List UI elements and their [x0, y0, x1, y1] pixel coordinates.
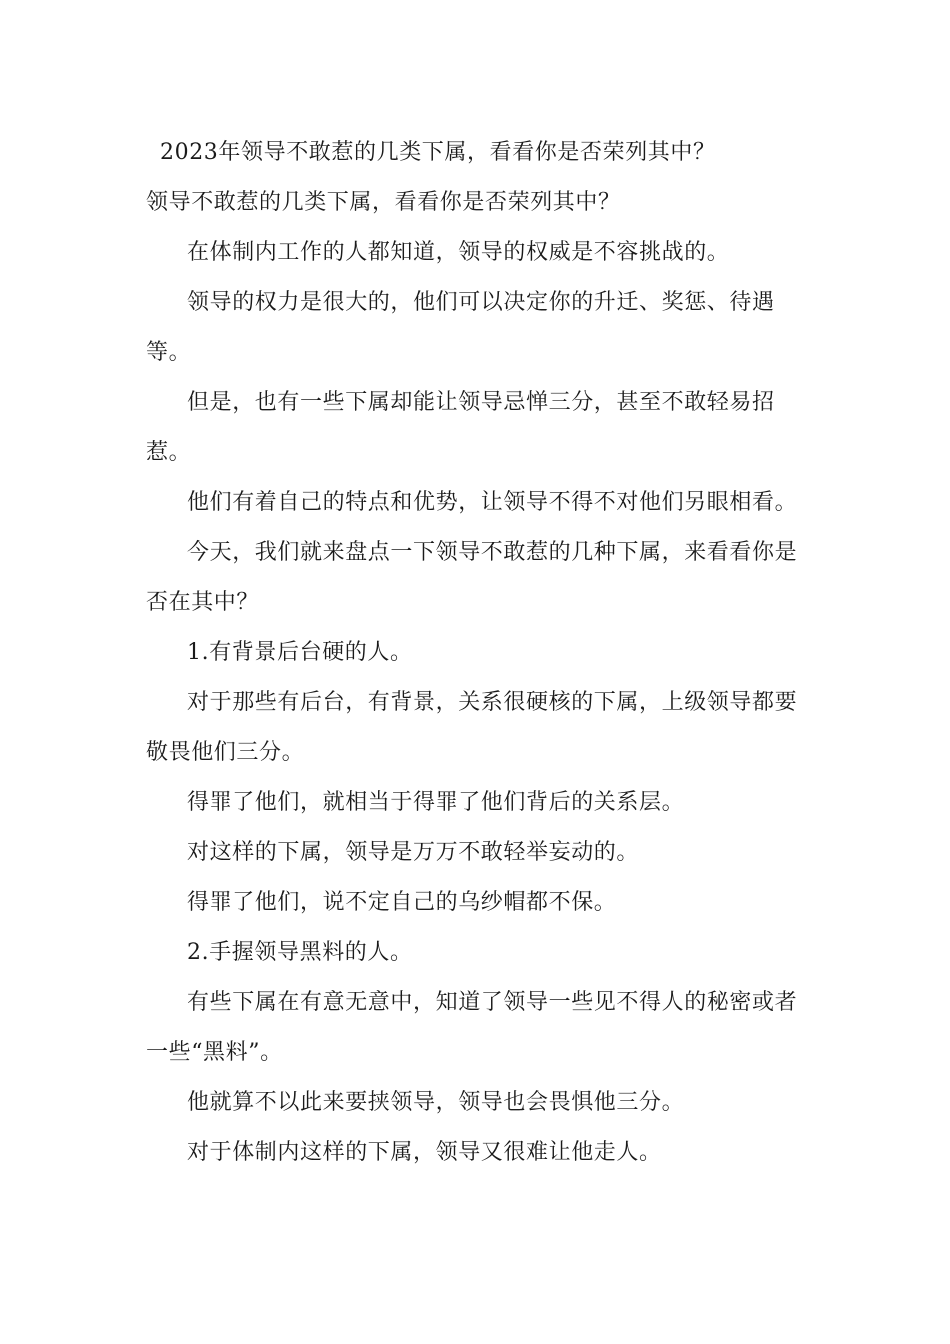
section-heading-1: 1.有背景后台硬的人。: [187, 640, 413, 665]
section-heading-2: 2.手握领导黑料的人。: [187, 940, 413, 965]
paragraph: 他就算不以此来要挟领导，领导也会畏惧他三分。: [187, 1090, 685, 1115]
paragraph: 对于体制内这样的下属，领导又很难让他走人。: [187, 1140, 662, 1165]
paragraph: 他们有着自己的特点和优势，让领导不得不对他们另眼相看。: [187, 490, 798, 515]
paragraph: 今天，我们就来盘点一下领导不敢惹的几种下属，来看看你是否在其中？: [146, 540, 798, 615]
paragraph: 对于那些有后台，有背景，关系很硬核的下属，上级领导都要敬畏他们三分。: [146, 690, 798, 765]
paragraph: 有些下属在有意无意中，知道了领导一些见不得人的秘密或者一些“黑料”。: [146, 990, 798, 1065]
paragraph: 得罪了他们，就相当于得罪了他们背后的关系层。: [187, 790, 685, 815]
paragraph: 在体制内工作的人都知道，领导的权威是不容挑战的。: [187, 240, 730, 265]
paragraph: 但是，也有一些下属却能让领导忌惮三分，甚至不敢轻易招惹。: [146, 390, 775, 465]
paragraph: 得罪了他们，说不定自己的乌纱帽都不保。: [187, 890, 617, 915]
paragraph: 对这样的下属，领导是万万不敢轻举妄动的。: [187, 840, 640, 865]
document-title: 2023年领导不敢惹的几类下属，看看你是否荣列其中？: [160, 140, 716, 165]
document-body: [146, 128, 810, 1178]
paragraph: 领导的权力是很大的，他们可以决定你的升迁、奖惩、待遇等。: [146, 290, 775, 365]
paragraph-subtitle: 领导不敢惹的几类下属，看看你是否荣列其中？: [146, 190, 621, 215]
